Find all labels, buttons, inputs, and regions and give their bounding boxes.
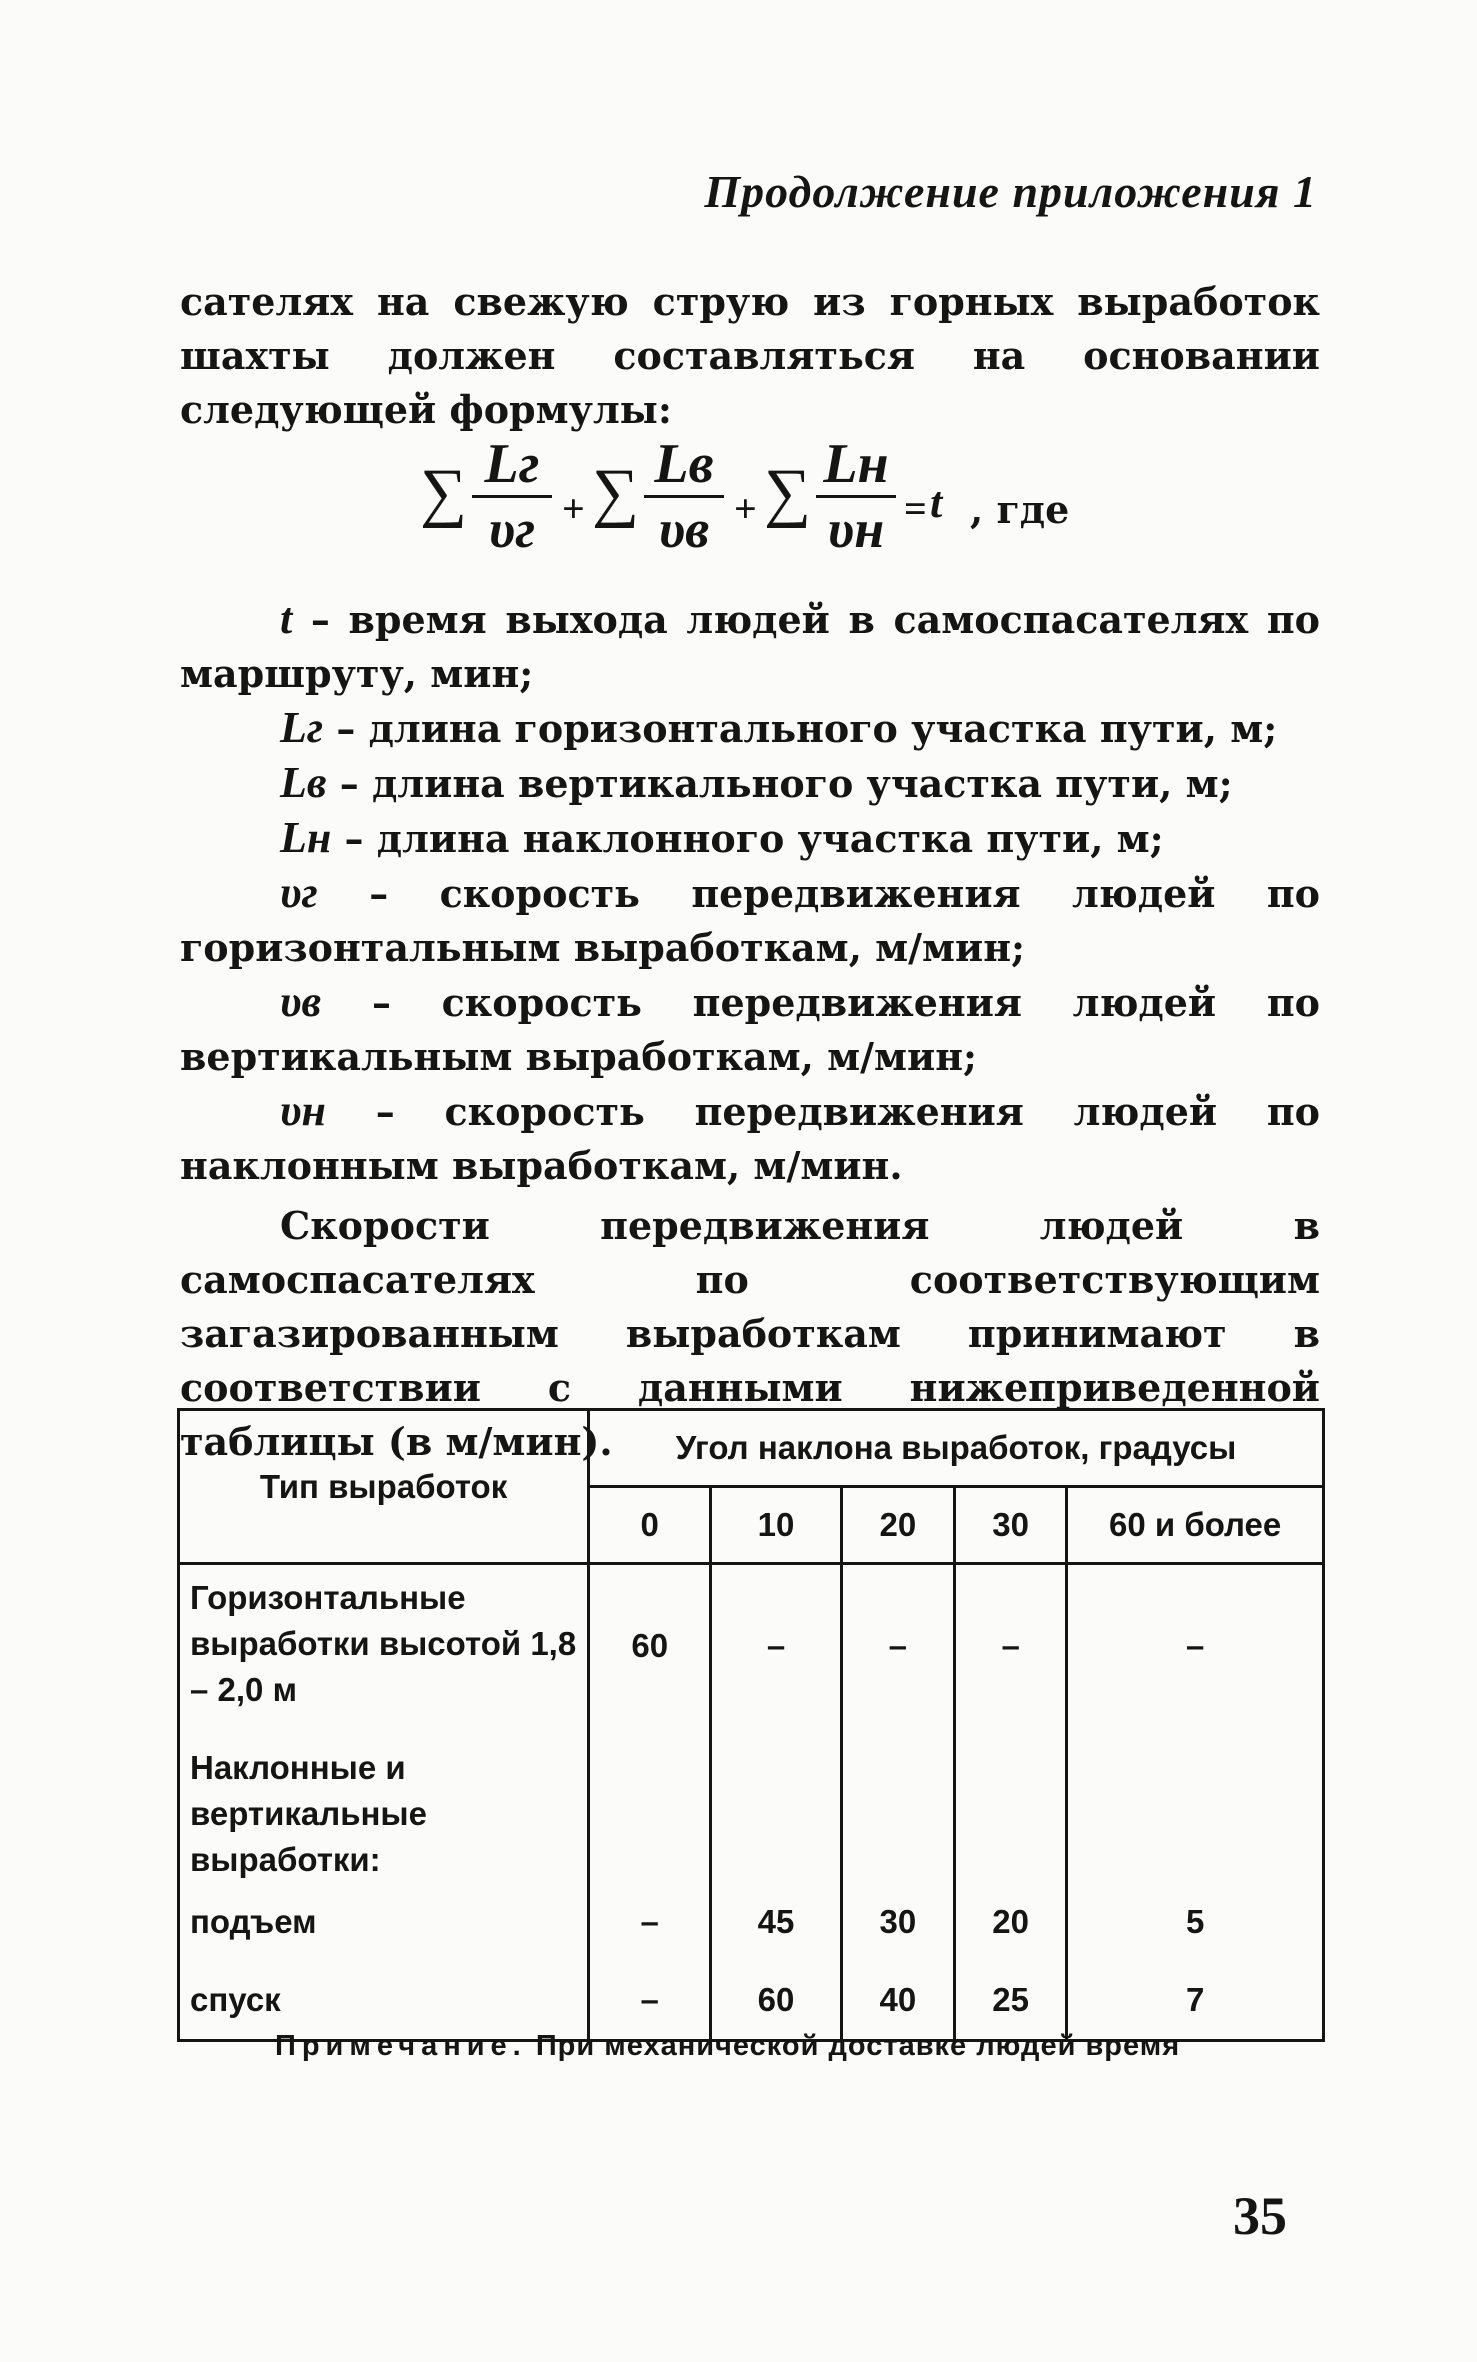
definition-text: – скорость передвижения людей по горизонтальным выработкам, м/мин; <box>180 871 1320 970</box>
column-header-angle: 20 <box>841 1487 954 1564</box>
definition-symbol: Lг <box>280 703 324 752</box>
formula <box>420 435 1120 570</box>
table-row <box>179 1745 1324 1883</box>
fraction-2-numerator: Lв <box>654 433 714 495</box>
fraction-3-bar <box>816 495 896 498</box>
table-cell: – <box>711 1564 841 1746</box>
table-row <box>179 1564 1324 1746</box>
column-header-angle-group: Угол наклона выработок, градусы <box>589 1410 1324 1487</box>
table-cell: – <box>954 1564 1066 1746</box>
definition-lv <box>180 756 1320 811</box>
table-cell: – <box>1067 1564 1324 1746</box>
table-cell: 20 <box>954 1883 1066 1961</box>
column-header-angle: 60 и более <box>1067 1487 1324 1564</box>
intro-block <box>180 275 1320 437</box>
definition-text: – время выхода людей в самоспасателях по маршруту, мин; <box>180 597 1320 696</box>
table-cell: 30 <box>841 1883 954 1961</box>
page-number: 35 <box>1233 2186 1287 2246</box>
definition-vv <box>180 975 1320 1084</box>
table-cell: 7 <box>1067 1961 1324 2041</box>
column-header-angle: 0 <box>589 1487 711 1564</box>
fraction-1-denominator: υг <box>488 499 536 559</box>
note-heading: Примечание. <box>275 2030 527 2062</box>
definition-symbol: υв <box>280 977 322 1026</box>
definition-symbol: Lн <box>280 813 332 862</box>
formula-t: t <box>930 478 943 527</box>
table-cell: – <box>841 1564 954 1746</box>
table-cell: – <box>589 1961 711 2041</box>
definition-symbol: υг <box>280 868 318 917</box>
row-label: Горизонтальные выработки высотой 1,8 – 2,0 м <box>179 1564 589 1746</box>
column-header-angle: 10 <box>711 1487 841 1564</box>
definition-vn <box>180 1084 1320 1193</box>
sum-sign: ∑ <box>764 456 812 529</box>
definition-text: – скорость передвижения людей по наклонным выработкам, м/мин. <box>180 1089 1320 1188</box>
table-row <box>179 1883 1324 1961</box>
table-cell: 45 <box>711 1883 841 1961</box>
note-text: При механической доставке людей время <box>535 2030 1181 2062</box>
plus-sign: + <box>734 486 757 531</box>
table-cell: 60 <box>589 1564 711 1746</box>
sum-sign: ∑ <box>592 456 640 529</box>
row-label: Наклонные и вертикальные выработки: <box>179 1745 589 1883</box>
table-cell: 40 <box>841 1961 954 2041</box>
intro-paragraph: сателях на свежую струю из горных выработок шахты должен составляться на основании следующей формулы: <box>180 279 1320 432</box>
fraction-3-denominator: υн <box>827 499 885 559</box>
formula-where: , где <box>970 487 1070 532</box>
fraction-1-bar <box>472 495 552 498</box>
footnote <box>275 2030 1180 2063</box>
row-label: подъем <box>179 1883 589 1961</box>
definition-text: – скорость передвижения людей по вертикальным выработкам, м/мин; <box>180 980 1320 1079</box>
table-cell: 25 <box>954 1961 1066 2041</box>
sum-sign: ∑ <box>420 456 468 529</box>
fraction-2-bar <box>644 495 724 498</box>
table-cell: 5 <box>1067 1883 1324 1961</box>
table-cell <box>954 1745 1066 1883</box>
fraction-2 <box>644 435 724 558</box>
definitions-block <box>180 592 1320 1469</box>
fraction-1 <box>472 435 552 558</box>
table-header-row <box>179 1410 1324 1487</box>
equals-sign: = <box>904 486 927 531</box>
definition-text: – длина горизонтального участка пути, м; <box>336 706 1278 751</box>
table-cell <box>711 1745 841 1883</box>
definition-vg <box>180 866 1320 975</box>
column-header-type: Тип выработок <box>179 1410 589 1564</box>
table-row <box>179 1961 1324 2041</box>
definition-text: – длина вертикального участка пути, м; <box>339 761 1233 806</box>
fraction-3-numerator: Lн <box>823 433 889 495</box>
running-header: Продолжение приложения 1 <box>704 166 1317 217</box>
row-label: спуск <box>179 1961 589 2041</box>
definition-symbol: Lв <box>280 758 327 807</box>
fraction-3 <box>816 435 896 558</box>
table-cell: 60 <box>711 1961 841 2041</box>
table-cell <box>589 1745 711 1883</box>
speed-table <box>177 1408 1325 2042</box>
body-paragraph: Скорости передвижения людей в самоспасателях по соответствующим загазированным выработкам принимают в соответствии с данными нижеприведенной таблицы (в м/мин). <box>180 1203 1320 1464</box>
fraction-2-denominator: υв <box>658 499 710 559</box>
column-header-angle: 30 <box>954 1487 1066 1564</box>
definition-symbol: t <box>280 594 293 643</box>
definition-t <box>180 592 1320 701</box>
definition-text: – длина наклонного участка пути, м; <box>344 816 1164 861</box>
table-cell <box>1067 1745 1324 1883</box>
fraction-1-numerator: Lг <box>484 433 540 495</box>
definition-ln <box>180 811 1320 866</box>
definition-lg <box>180 701 1320 756</box>
plus-sign: + <box>562 486 585 531</box>
table-cell: – <box>589 1883 711 1961</box>
table-cell <box>841 1745 954 1883</box>
definition-symbol: υн <box>280 1086 326 1135</box>
